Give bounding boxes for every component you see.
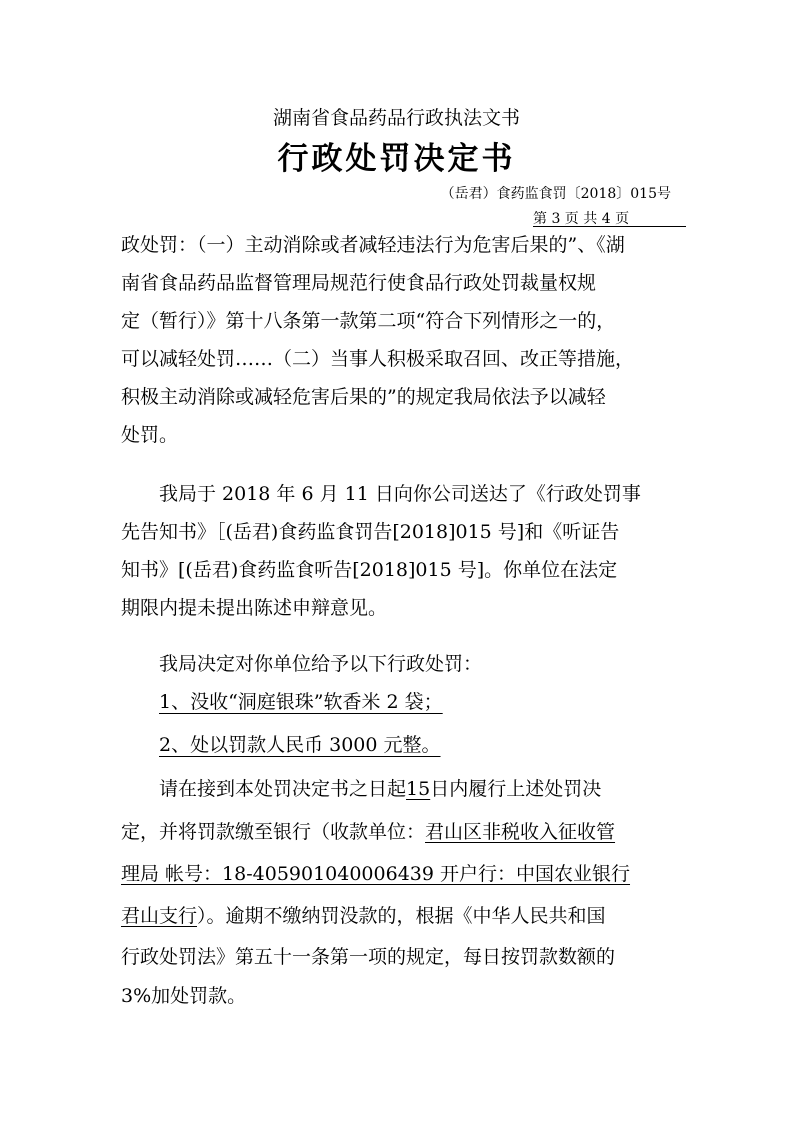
payment-line-2 (121, 818, 673, 846)
payment-line-4 (121, 902, 673, 930)
payment-text: 日内履行上述处罚决 (430, 778, 602, 800)
penalty-item-1 (159, 688, 673, 716)
payee-name: 君山区非税收入征收管 (425, 821, 616, 843)
payment-text: 定，并将罚款缴至银行（收款单位： (121, 821, 426, 843)
payment-text: ）。逾期不缴纳罚没款的，根据《中华人民共和国 (197, 905, 606, 927)
payment-text: 请在接到本处罚决定书之日起 (159, 778, 407, 800)
payment-days: 15 (406, 778, 431, 800)
penalty-intro: 我局决定对你单位给予以下行政处罚： (159, 653, 483, 675)
penalty-item-2-text: 2、处以罚款人民币 3000 元整。 (159, 734, 441, 756)
body-line: 先告知书》［(岳君)食药监食罚告[2018]015 号]和《听证告 (121, 521, 620, 543)
page-info: 第 3 页 共 4 页 (533, 211, 630, 227)
payment-line-1 (159, 775, 673, 803)
document-title: 行政处罚决定书 (277, 141, 516, 177)
body-line: 南省食品药品监督管理局规范行使食品行政处罚裁量权规 (121, 272, 597, 294)
bank-account-info: 理局 帐号：18-405901040006439 开户行：中国农业银行 (121, 863, 631, 885)
payment-line-6: 3%加处罚款。 (121, 985, 247, 1007)
penalty-item-2 (159, 731, 673, 759)
body-line: 知书》[(岳君)食药监食听告[2018]015 号]。你单位在法定 (121, 559, 618, 581)
body-line: 积极主动消除或减轻危害后果的”的规定我局依法予以减轻 (121, 386, 606, 408)
document-number: （岳君）食药监食罚〔2018〕015号 (440, 186, 671, 202)
agency-document-header: 湖南省食品药品行政执法文书 (272, 107, 520, 129)
payment-line-5: 行政处罚法》第五十一条第一项的规定，每日按罚款数额的 (121, 946, 616, 968)
body-line: 我局于 2018 年 6 月 11 日向你公司送达了《行政处罚事 (159, 483, 641, 505)
body-line: 处罚。 (121, 424, 179, 446)
body-line: 可以减轻处罚……（二）当事人积极采取召回、改正等措施， (121, 348, 635, 370)
bank-branch: 君山支行 (121, 905, 198, 927)
page-info-underline (533, 226, 686, 227)
body-line: 期限内提未提出陈述申辩意见。 (121, 597, 388, 619)
body-line: 定（暂行）》第十八条第一款第二项“符合下列情形之一的， (121, 310, 616, 332)
penalty-item-1-text: 1、没收“洞庭银珠”软香米 2 袋； (159, 691, 443, 713)
body-line: 政处罚：（一）主动消除或者减轻违法行为危害后果的”、《湖 (121, 234, 625, 256)
payment-line-3 (121, 860, 673, 888)
